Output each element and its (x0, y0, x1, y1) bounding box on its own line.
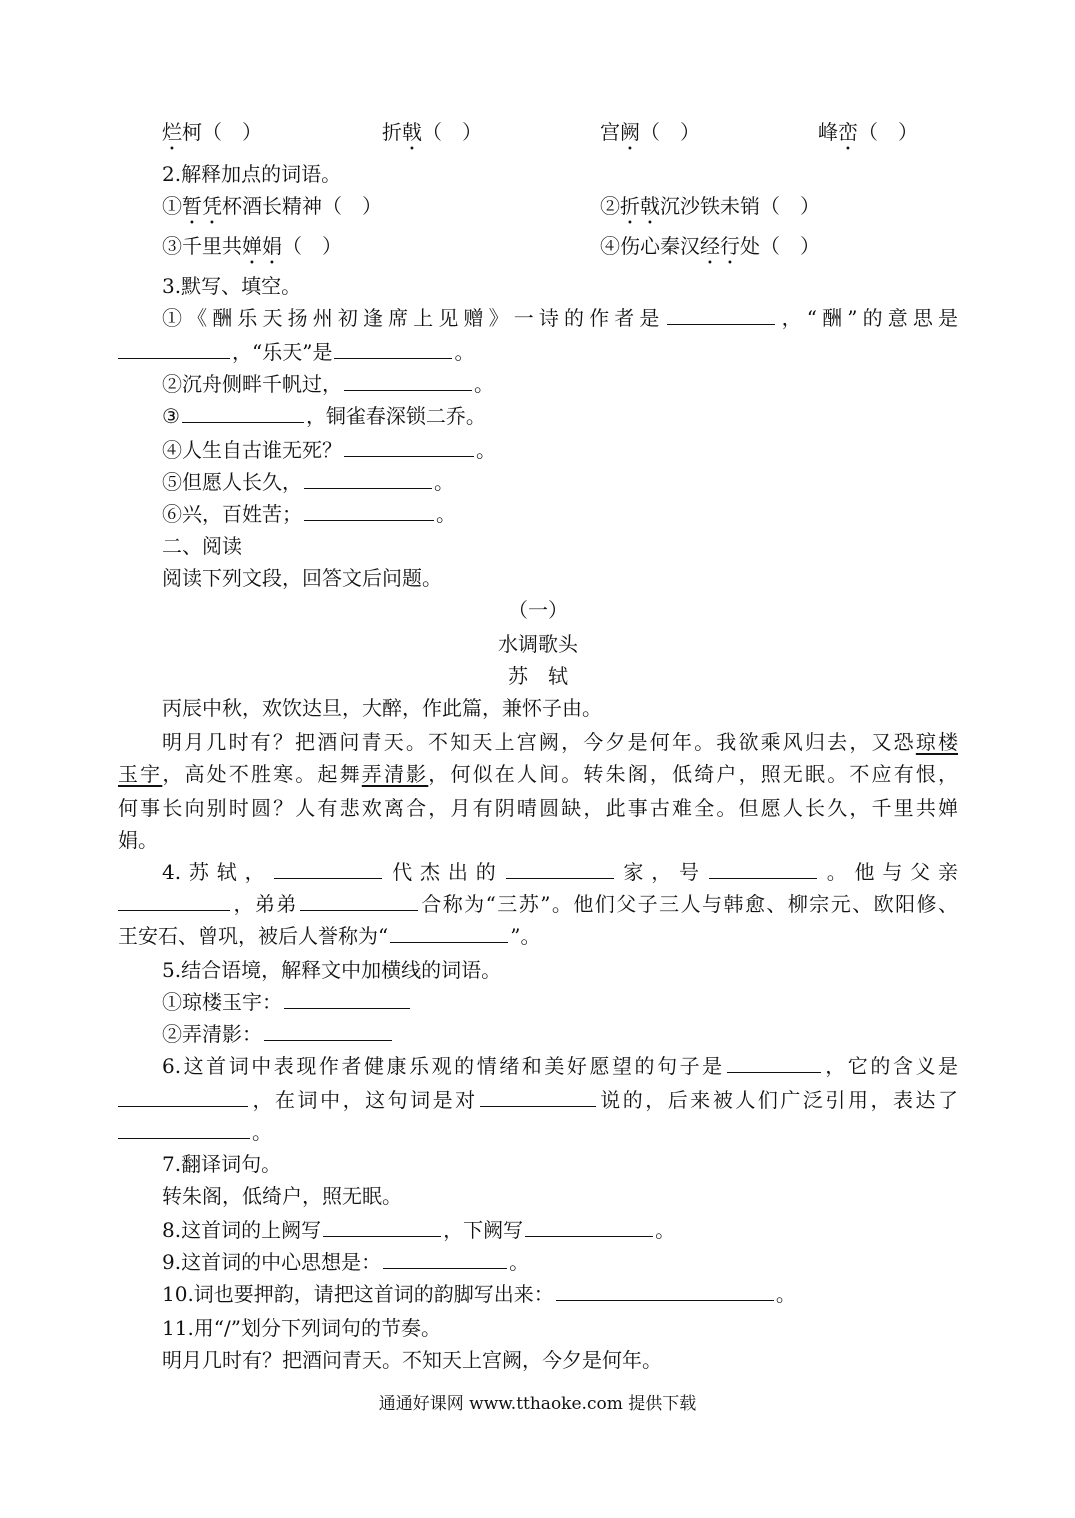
poem-line-4: 娟。 (118, 828, 158, 852)
q5-title: 5.结合语境，解释文中加横线的词语。 (162, 958, 502, 982)
q3-line-7: ⑥兴，百姓苦； 。 (162, 498, 958, 530)
q8-line: 8.这首词的上阙写 ，下阙写 。 (162, 1214, 958, 1246)
q4-line-2: ，弟弟 合称为“三苏”。他们父子三人与韩愈、柳宗元、欧阳修、 (118, 888, 958, 920)
q4-line-3: 王安石、曾巩，被后人誉称为“ ”。 (118, 920, 958, 952)
q3-line-6: ⑤但愿人长久， 。 (162, 466, 958, 498)
q3-line-5: ④人生自古谁无死？ 。 (162, 434, 958, 466)
q2-item-3: ③千里共婵娟（ ） (162, 234, 342, 258)
q7-text: 转朱阁，低绮户，照无眠。 (162, 1184, 402, 1208)
poem-line-1: 明月几时有？把酒问青天。不知天上宫阙，今夕是何年。我欲乘风归去，又恐琼楼 (162, 730, 958, 754)
q3-line-4: ③ ，铜雀春深锁二乔。 (162, 400, 958, 432)
q2-item-1: ①暂凭杯酒长精神（ ） (162, 194, 382, 218)
q5-item-2: ②弄清影： (162, 1018, 958, 1050)
q3-line-2: ，“乐天”是 。 (118, 336, 958, 368)
q6-line-2: ，在词中，这句词是对 说的，后来被人们广泛引用，表达了 (118, 1084, 958, 1116)
section-heading: 二、阅读 (162, 534, 242, 558)
poem-title: 水调歌头 (498, 632, 578, 656)
q6-line-1: 6.这首词中表现作者健康乐观的情绪和美好愿望的句子是 ，它的含义是 (162, 1050, 958, 1082)
q11-text: 明月几时有？把酒问青天。不知天上宫阙，今夕是何年。 (162, 1348, 662, 1372)
poem-preface: 丙辰中秋，欢饮达旦，大醉，作此篇，兼怀子由。 (162, 696, 602, 720)
q1-item-2: 折戟（ ） (382, 120, 482, 144)
q2-item-4: ④伤心秦汉经行处（ ） (600, 234, 820, 258)
q3-line-1: ①《酬乐天扬州初逢席上见赠》一诗的作者是 ，“酬”的意思是 (162, 302, 958, 334)
reading-instruction: 阅读下列文段，回答文后问题。 (162, 566, 442, 590)
q3-title: 3.默写、填空。 (162, 274, 302, 298)
q1-item-3: 宫阙（ ） (600, 120, 700, 144)
q6-line-3: 。 (118, 1116, 958, 1148)
q1-item-4: 峰峦（ ） (818, 120, 918, 144)
q3-line-3: ②沉舟侧畔千帆过， 。 (162, 368, 958, 400)
q4-line-1: 4.苏轼， 代杰出的 家，号 。他与父亲 (162, 856, 958, 888)
q11-title: 11.用“/”划分下列词句的节奏。 (162, 1316, 441, 1340)
q10-line: 10.词也要押韵，请把这首词的韵脚写出来： 。 (162, 1278, 958, 1310)
q2-title: 2.解释加点的词语。 (162, 162, 342, 186)
poem-author: 苏 轼 (508, 664, 568, 688)
q1-item-1: 烂柯（ ） (162, 120, 262, 144)
poem-line-3: 何事长向别时圆？人有悲欢离合，月有阴晴圆缺，此事古难全。但愿人长久，千里共婵 (118, 796, 958, 820)
passage-number: （一） (508, 598, 568, 622)
q2-item-2: ②折戟沉沙铁未销（ ） (600, 194, 820, 218)
q7-title: 7.翻译词句。 (162, 1152, 282, 1176)
poem-line-2: 玉宇，高处不胜寒。起舞弄清影，何似在人间。转朱阁，低绮户，照无眠。不应有恨， (118, 762, 959, 786)
q9-line: 9.这首词的中心思想是： 。 (162, 1246, 958, 1278)
page-footer: 通通好课网 www.tthaoke.com 提供下载 (378, 1394, 697, 1414)
q5-item-1: ①琼楼玉宇： (162, 986, 958, 1018)
